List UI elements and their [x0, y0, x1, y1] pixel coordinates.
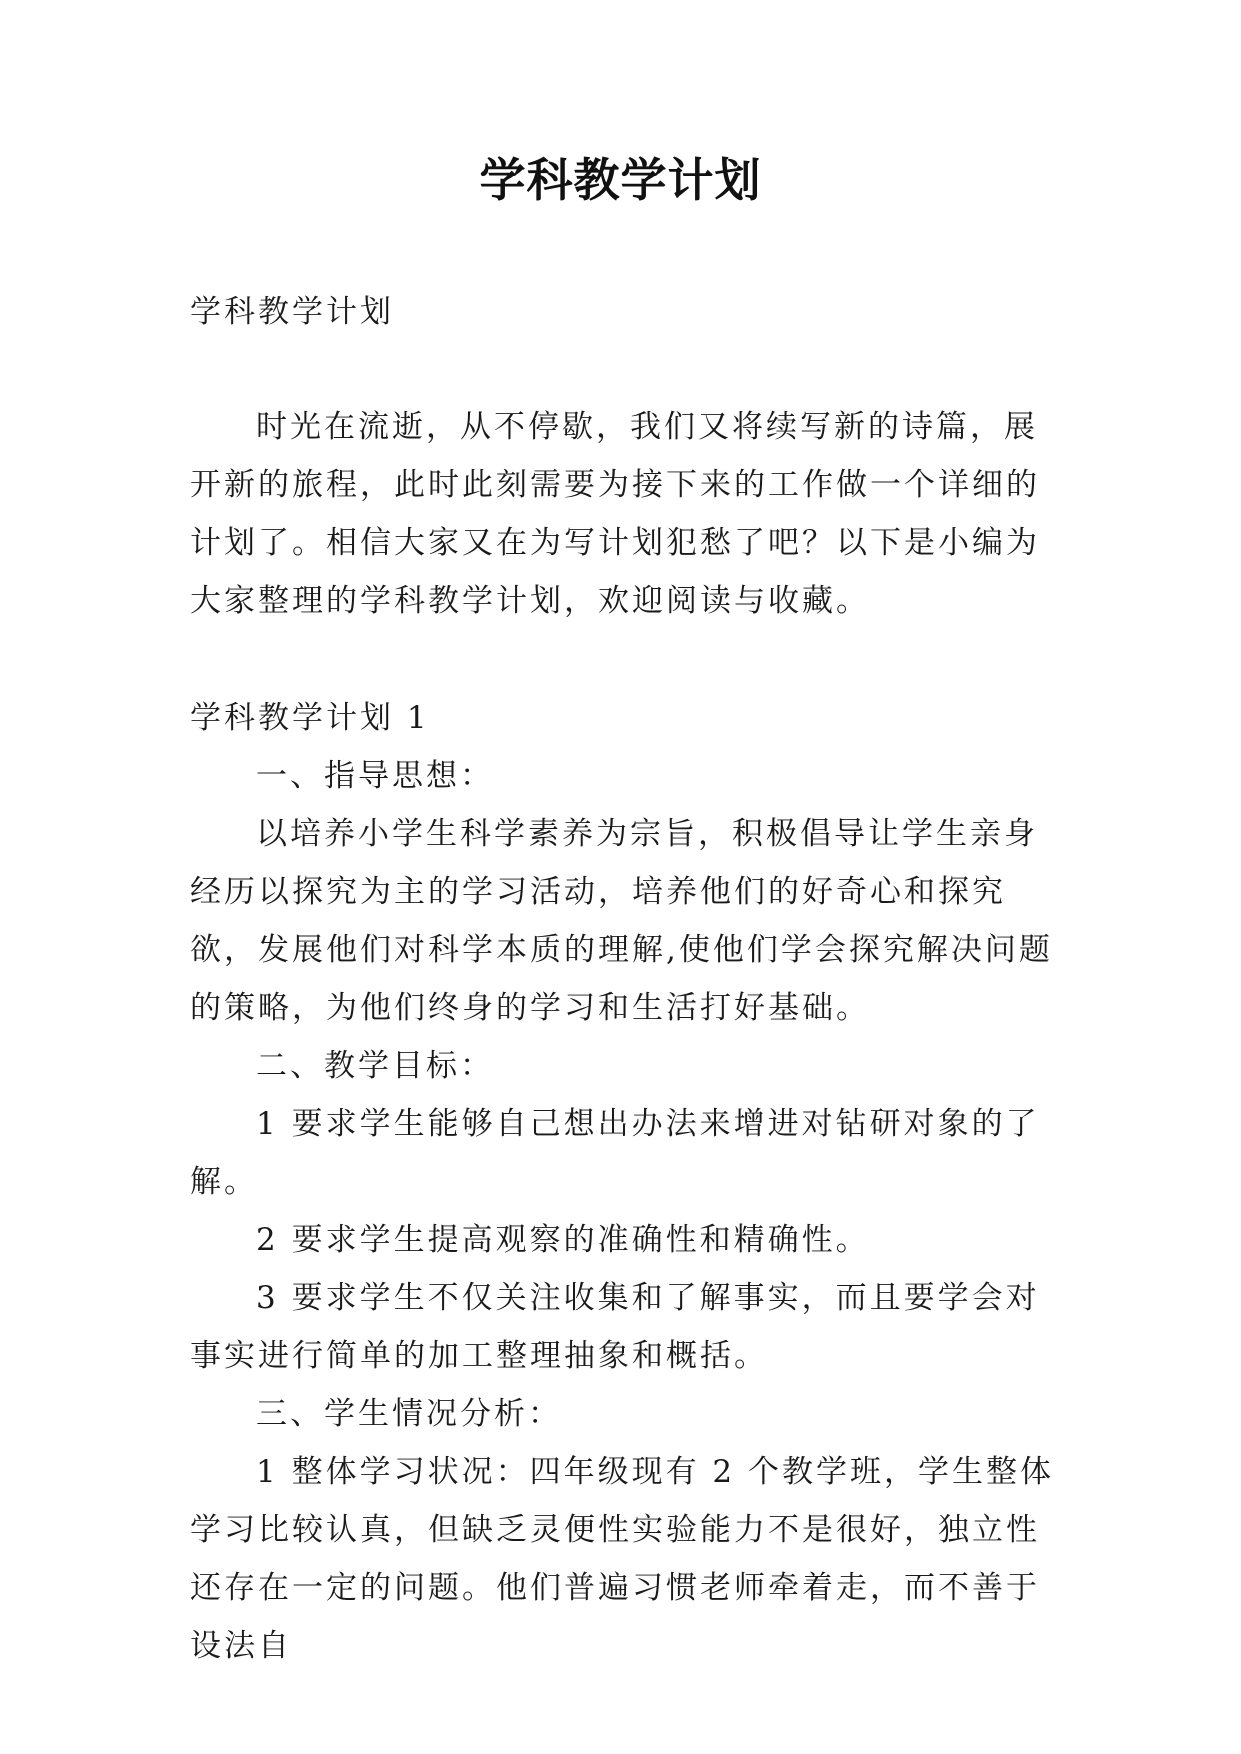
- heading-guiding-ideology: 一、指导思想：: [256, 758, 494, 794]
- goal-item-2: 2 要求学生提高观察的准确性和精确性。: [256, 1222, 870, 1258]
- spacer: [190, 630, 1060, 689]
- spacer: [190, 341, 1060, 398]
- document-body: [190, 283, 1060, 1675]
- heading-student-analysis: 三、学生情况分析：: [256, 1396, 562, 1432]
- goal-item-3: 3 要求学生不仅关注收集和了解事实，而且要学会对事实进行简单的加工整理抽象和概括。: [190, 1280, 1040, 1374]
- document-title: 学科教学计划: [479, 153, 762, 207]
- analysis-item-1: 1 整体学习状况：四年级现有 2 个教学班，学生整体学习比较认真，但缺乏灵便性实验能力不是很好，独立性还存在一定的问题。他们普遍习惯老师牵着走，而不善于设法自: [190, 1454, 1055, 1664]
- goal-item-1: 1 要求学生能够自己想出办法来增进对钻研对象的了解。: [190, 1106, 1040, 1200]
- paragraph-guiding-ideology: 以培养小学生科学素养为宗旨，积极倡导让学生亲身经历以探究为主的学习活动，培养他们的好奇心和探究欲，发展他们对科学本质的理解,使他们学会探究解决问题的策略，为他们终身的学习和生活打好基础。: [190, 816, 1053, 1026]
- intro-paragraph: 时光在流逝，从不停歇，我们又将续写新的诗篇，展开新的旅程，此时此刻需要为接下来的工作做一个详细的计划了。相信大家又在为写计划犯愁了吧？以下是小编为大家整理的学科教学计划，欢迎阅读与收藏。: [190, 409, 1040, 619]
- heading-teaching-goals: 二、教学目标：: [256, 1048, 494, 1084]
- section-title: 学科教学计划 1: [190, 700, 430, 736]
- document-subtitle: 学科教学计划: [190, 294, 394, 330]
